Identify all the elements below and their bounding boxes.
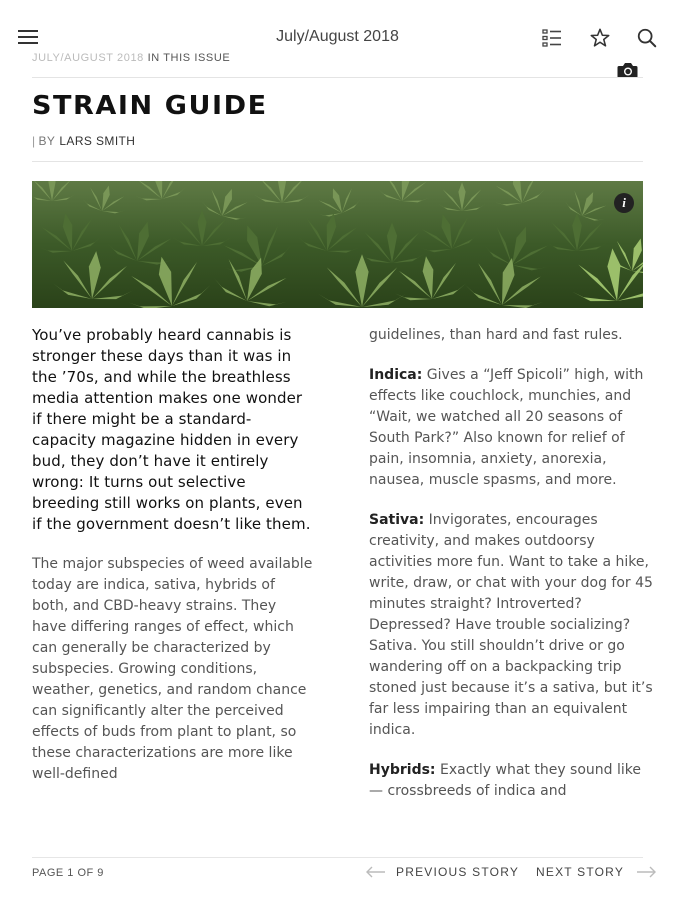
arrow-left-icon [366,866,386,878]
sativa-text: Invigorates, encourages creativity, and makes outdoorsy activities more fun. Want to take a hike, write, draw, or chat with your dog for 45 minutes straight? Introverted? Depressed? Have trouble socializing? Sativa. You still shouldn’t drive or go wandering off on a backpacking trip stoned just because it’s a sativa, but it’s far less impairing than an equivalent indica. [369,512,653,738]
article-column-right [369,325,654,821]
hero-foliage-art [32,181,643,308]
table-of-contents-icon[interactable] [542,28,562,48]
article-headline: STRAIN GUIDE [32,91,268,121]
kicker-issue: JULY/AUGUST 2018 [32,52,144,64]
next-story-label: NEXT STORY [536,865,625,879]
article-column-left [32,325,314,804]
sativa-paragraph [369,510,654,741]
top-app-bar [0,0,675,56]
sativa-label: Sativa: [369,512,425,528]
previous-story-label: PREVIOUS STORY [396,865,520,879]
issue-kicker [32,52,230,64]
byline-separator: | [32,134,36,148]
divider [32,161,643,162]
image-info-icon[interactable]: i [614,193,634,213]
byline-prefix: BY [38,134,56,148]
hybrids-paragraph [369,760,654,802]
cannabis-plants-image[interactable] [32,181,643,308]
footer-divider [32,857,643,858]
camera-icon[interactable] [613,57,641,83]
indica-text: Gives a “Jeff Spicoli” high, with effects like couchlock, munchies, and “Wait, we watched all 20 seasons of South Park?” Also known for relief of pain, insomnia, anxiety, anorexia, nausea, muscle spasms, and more. [369,367,644,488]
page-indicator: PAGE 1 OF 9 [32,867,104,879]
star-icon[interactable] [589,27,611,49]
byline [32,134,135,148]
divider [32,77,643,78]
issue-title[interactable]: July/August 2018 [276,28,399,45]
search-icon[interactable] [636,27,658,49]
byline-author[interactable]: LARS SMITH [59,134,136,148]
hybrids-text: Exactly what they sound like — crossbreeds of indica and [369,762,641,799]
body-paragraph: The major subspecies of weed available today are indica, sativa, hybrids of both, and CBD-heavy strains. They have differing ranges of effect, which can generally be characterized by subspecies. Growing conditions, weather, genetics, and random chance can significantly alter the perceived effects of buds from plant to plant, so these characterizations are more like well-defined [32,556,313,782]
kicker-section[interactable]: IN THIS ISSUE [147,52,231,64]
indica-paragraph [369,365,654,491]
lead-paragraph: You’ve probably heard cannabis is stronger these days than it was in the ’70s, and while the breathless media attention makes one wonder if there might be a standard-capacity magazine hidden in every bud, they don’t have it entirely wrong: It turns out selective breeding still works on plants, even if the government doesn’t like them. [32,326,311,533]
hybrids-label: Hybrids: [369,762,436,778]
body-paragraph-continued: guidelines, than hard and fast rules. [369,327,623,343]
arrow-right-icon [636,866,656,878]
previous-story-button[interactable] [366,865,519,879]
next-story-button[interactable] [536,865,656,879]
indica-label: Indica: [369,367,423,383]
